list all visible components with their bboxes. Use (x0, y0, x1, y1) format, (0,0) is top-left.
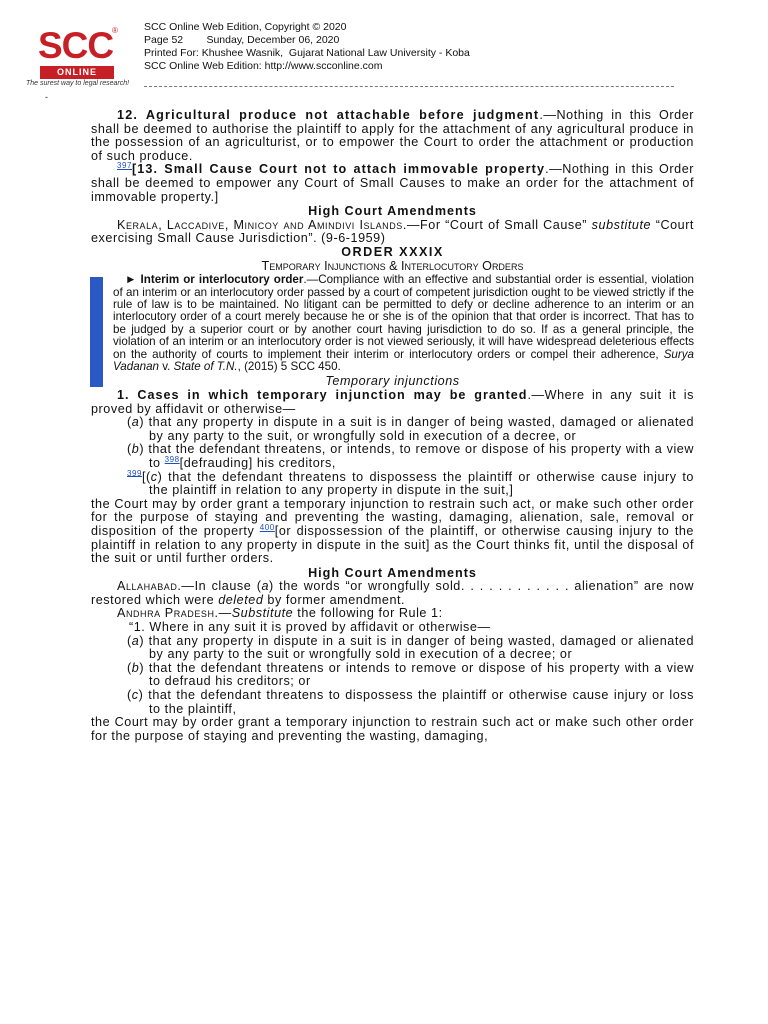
meta-printed-for: Printed For: Khushee Wasnik, Gujarat National Law University - Koba (144, 47, 470, 59)
kerala-states: Kerala, Laccadive, Minicoy and Amindivi Islands. (117, 217, 407, 232)
scc-online-logo (26, 25, 130, 88)
rule-12-text: .—Nothing in this Order shall be deemed to authorise the plaintiff to apply for the attachment of any agricultural produce in the possession of an agriculturist, or to empower the Court to order the attachment or production of such produce. (91, 108, 694, 163)
allahabad-text-1: —In clause ( (181, 579, 262, 594)
logo-online-band: ONLINE (40, 66, 114, 79)
clause-b (91, 443, 694, 470)
clause-c-open: [( (142, 469, 151, 484)
clause-b-letter: b (131, 442, 140, 457)
footnote-link-398[interactable]: 398 (164, 454, 180, 464)
footnote-link-397[interactable]: 397 (117, 161, 132, 171)
clause-b-open: ( (127, 442, 132, 457)
andhra-clause-a-text: ) that any property in dispute in a suit is in danger of being wasted, damaged or alienated by any party to the suit or wrongfully sold in execution of a decree; or (139, 633, 694, 662)
order-title: ORDER XXXIX (341, 244, 444, 259)
andhra-state: Andhra Pradesh. (117, 606, 219, 621)
rule-12-heading: 12. Agricultural produce not attachable before judgment (117, 108, 540, 122)
note-case-1: Surya Vadanan (113, 347, 694, 373)
kerala-text-2: “Court exercising Small Cause Jurisdiction”. (9-6-1959) (91, 217, 694, 246)
logo-tagline: The surest way to legal research! (26, 80, 130, 87)
allahabad-text-2: ) the words “or wrongfully sold. . . . . . . . . . . . alienation” are now restored which were (91, 579, 694, 607)
allahabad-clause-letter: a (261, 579, 270, 594)
andhra-clause-b-text: ) that the defendant threatens or intends to remove or dispose of his property with a view to defraud his creditors; or (139, 660, 694, 689)
andhra-tail: the Court may by order grant a temporary injunction to restrain such act or make such other order for the purpose of staying and preventing the wasting, damaging, (91, 715, 694, 743)
order-subtitle: Temporary Injunctions & Interlocutory Orders (261, 258, 524, 273)
note-v: v. (159, 359, 174, 373)
andhra-clause-c-letter: c (131, 688, 139, 703)
clause-a-text: ) that any property in dispute in a suit is in danger of being wasted, damaged or alienated by any party to the suit, or wrongfully sold in execution of a decree, or (139, 415, 694, 443)
clause-c (91, 468, 694, 498)
andhra-clause-a-letter: a (131, 633, 140, 648)
note-side-bar (90, 277, 103, 387)
allahabad-text-3: by former amendment. (263, 592, 406, 607)
high-court-amendments-heading: High Court Amendments (308, 204, 477, 219)
footnote-link-399[interactable]: 399 (127, 468, 142, 478)
rule-1-text: .—Where in any suit it is proved by affidavit or otherwise— (91, 387, 694, 416)
andhra-amendment (91, 607, 694, 621)
note-marker: ► (125, 273, 137, 287)
andhra-clause-a: (a) that any property in dispute in a suit is in danger of being wasted, damaged or alienated by any party to the suit or wrongfully sold in execution of a decree; or (127, 633, 694, 662)
rule-1-heading: 1. Cases in which temporary injunction may be granted (117, 387, 528, 402)
logo-brand: SCC (38, 25, 114, 66)
document-body (91, 109, 694, 743)
logo-registered-mark: ® (112, 26, 118, 35)
andhra-clause-b-letter: b (131, 660, 140, 675)
rule-1-tail-2: [or dispossession of the plaintiff, or otherwise causing injury to the plaintiff in relation to any property in dispute in the suit] as the Court thinks fit, until the disposal of the suit or until further orders. (91, 523, 694, 566)
andhra-text-1: — (218, 606, 232, 621)
clause-a (91, 416, 694, 443)
allahabad-deleted: deleted (218, 592, 264, 607)
print-metadata (144, 21, 470, 73)
rule-1-tail (91, 498, 694, 566)
allahabad-amendment (91, 580, 694, 607)
margin-mark: - (45, 92, 48, 102)
high-court-amendments-heading-2: High Court Amendments (308, 565, 477, 580)
header-divider (144, 86, 674, 87)
page-header (0, 0, 768, 110)
kerala-text-1: —For “Court of Small Cause” (406, 217, 592, 232)
clause-b-text-1: ) that the defendant threatens, or intends, to remove or dispose of his property with a view to (139, 442, 694, 470)
andhra-clause-c-text: ) that the defendant threatens to dispossess the plaintiff or otherwise cause injury or loss to the plaintiff, (138, 688, 694, 716)
clause-c-letter: c (150, 469, 158, 484)
footnote-link-400[interactable]: 400 (259, 522, 275, 532)
meta-copyright: SCC Online Web Edition, Copyright © 2020 (144, 21, 347, 33)
kerala-amendment (91, 219, 694, 246)
note-citation: , (2015) 5 SCC 450. (237, 359, 341, 373)
temporary-injunctions-heading: Temporary injunctions (325, 374, 460, 389)
clause-a-open: ( (127, 415, 132, 430)
clause-b-text-2: [defrauding] his creditors, (179, 455, 336, 470)
note-body: .—Compliance with an effective and substantial order is essential, violation of an interim or an interlocutory order passed by a court of competent jurisdiction ought to be viewed strictly if the rule of law is to be maintained. No litigant can be permitted to defy or decline adherence to an interim or an interlocutory order of a court merely because he or she is of the opinion that that order is incorrect. That has to be judged by a superior court or by another court having jurisdiction to do so. If as a general principle, the violation of an interim or an interlocutory order is not viewed seriously, it will have widespread deleterious effects on the authority of courts to implement their interim or interlocutory orders or compel their adherence, (113, 273, 695, 361)
editorial-note (91, 274, 694, 373)
meta-page-date: Page 52 Sunday, December 06, 2020 (144, 34, 340, 46)
note-heading: Interim or interlocutory order (140, 273, 304, 287)
rule-1-tail-1: the Court may by order grant a temporary injunction to restrain such act, or make such other order for the purpose of staying and preventing the wasting, damaging, alienation, sale, removal or disposition of the property (91, 496, 694, 538)
kerala-substitute: substitute (591, 217, 652, 232)
rule-12 (91, 109, 694, 163)
andhra-clause-b: (b) that the defendant threatens or intends to remove or dispose of his property with a view to defraud his creditors; or (127, 660, 694, 689)
clause-c-text: ) that the defendant threatens to dispossess the plaintiff or otherwise cause injury to the plaintiff in relation to any property in dispute in the suit,] (149, 469, 694, 498)
rule-13-text: .—Nothing in this Order shall be deemed to empower any Court of Small Causes to make an order for the attachment of immovable property.] (91, 162, 694, 204)
meta-website: SCC Online Web Edition: http://www.scconline.com (144, 60, 383, 72)
note-text (91, 274, 694, 373)
clause-a-letter: a (131, 415, 140, 430)
andhra-substitute: Substitute (231, 606, 294, 621)
andhra-text-2: the following for Rule 1: (293, 606, 443, 621)
allahabad-state: Allahabad. (117, 579, 182, 594)
rule-13-heading: [13. Small Cause Court not to attach immovable property (132, 162, 546, 177)
rule-1 (91, 389, 694, 416)
andhra-quote-intro: “1. Where in any suit it is proved by affidavit or otherwise— (129, 620, 491, 635)
andhra-clause-c: (c) that the defendant threatens to dispossess the plaintiff or otherwise cause injury or loss to the plaintiff, (127, 688, 694, 716)
rule-13 (91, 163, 694, 204)
note-case-2: State of T.N. (173, 359, 238, 373)
